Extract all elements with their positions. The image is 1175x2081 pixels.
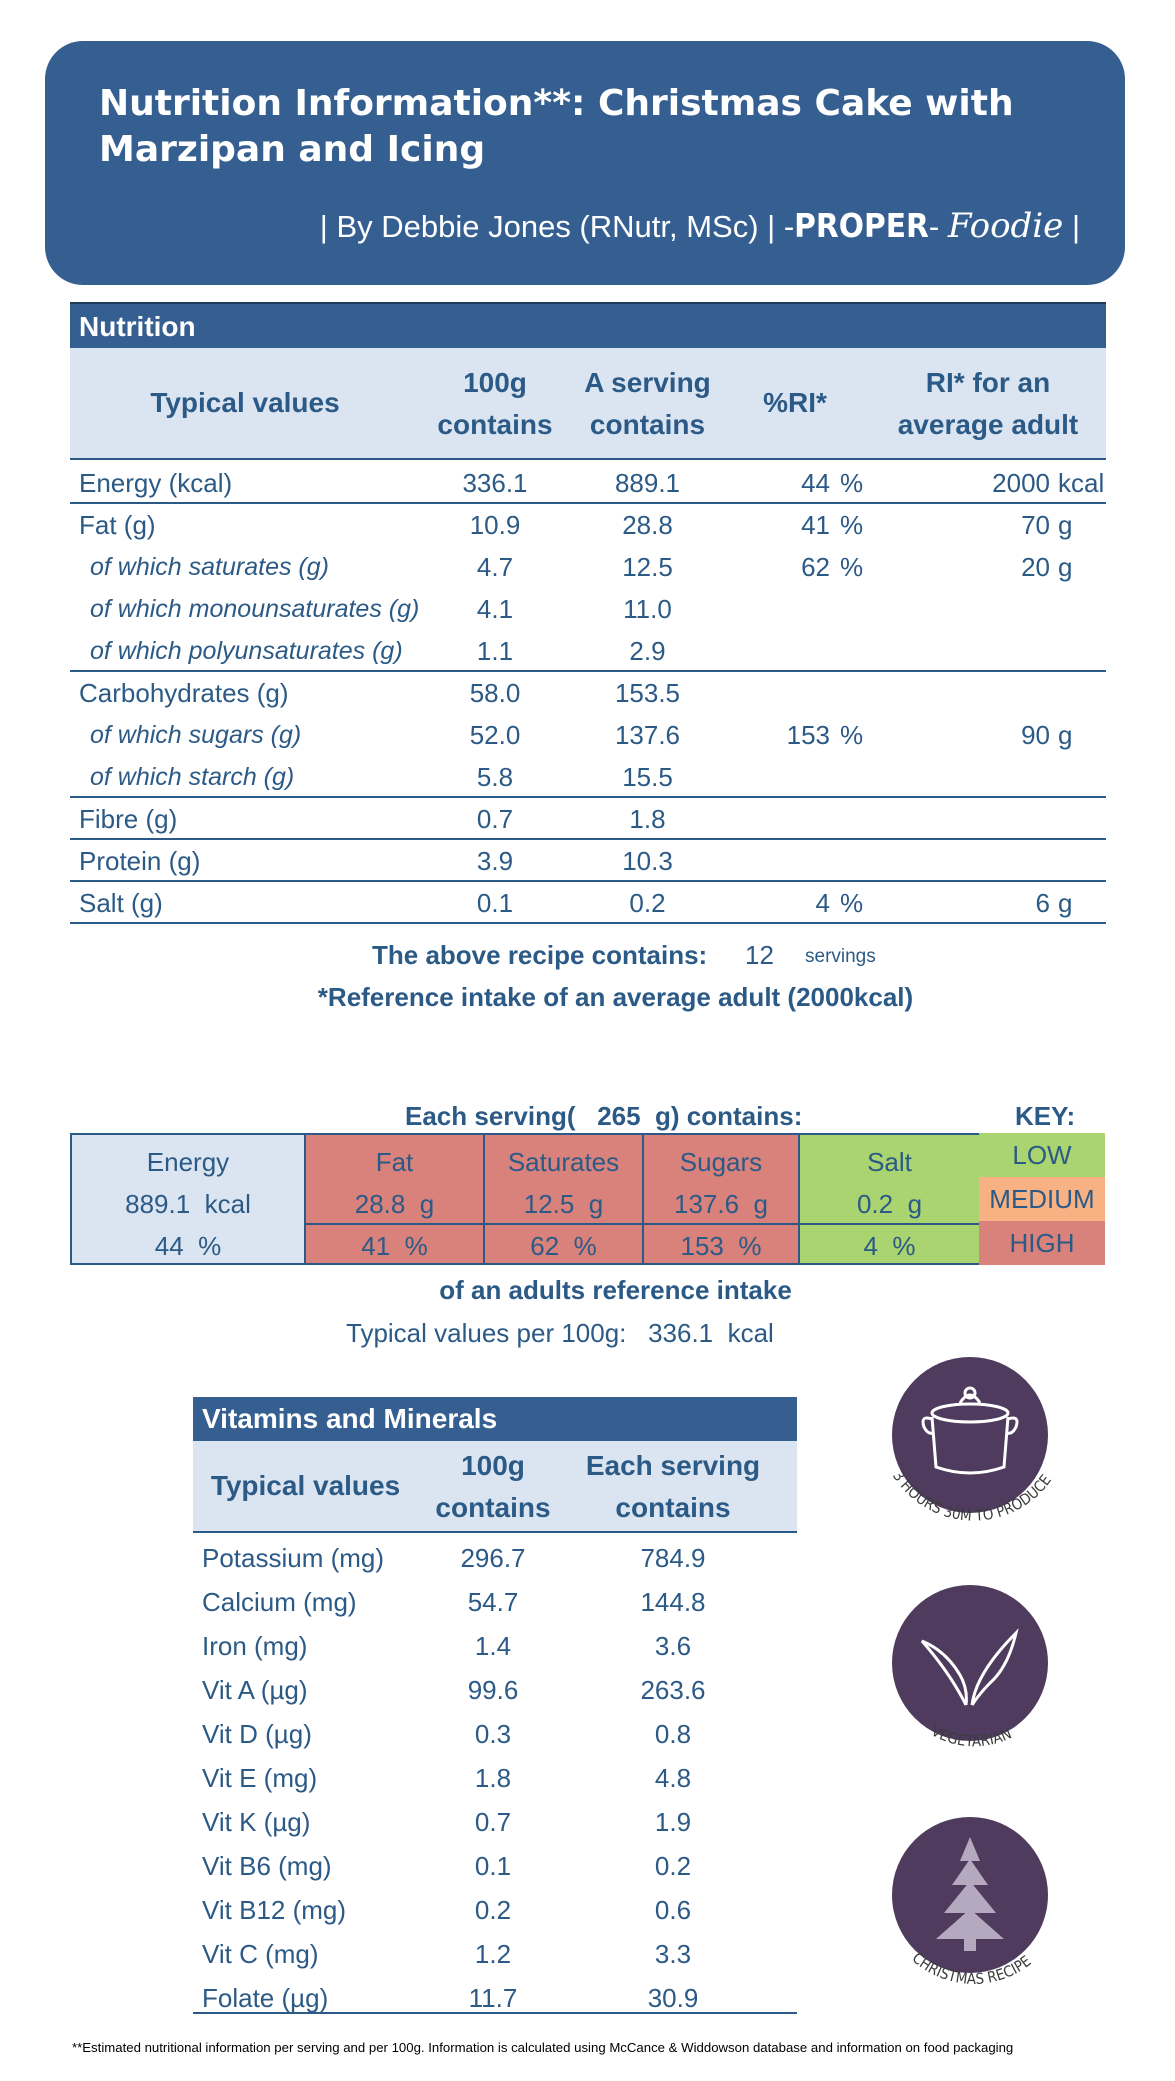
author-byline (320, 206, 1080, 246)
nutrient-name: of which polyunsaturates (g) (90, 637, 403, 665)
traffic-amount (485, 1183, 642, 1225)
header-per-serving (570, 362, 725, 446)
nutrition-row (70, 756, 1106, 798)
ri-percent: 4 (815, 888, 830, 918)
badge-vegetarian-caption: VEGETARIAN (928, 1721, 1015, 1751)
traffic-cell-divider (644, 1223, 798, 1225)
ri-percent: 153 (786, 720, 830, 750)
value-per-100g: 0.7 (476, 804, 514, 834)
ri-percent-unit: % (840, 552, 864, 582)
traffic-percent (800, 1225, 979, 1267)
vitamin-per-100g: 54.7 (467, 1587, 519, 1617)
byline-end: | (1071, 209, 1080, 244)
nutrition-row (70, 546, 1106, 588)
traffic-label: Fat (375, 1147, 414, 1177)
vitamin-per-serving: 263.6 (640, 1675, 706, 1705)
traffic-pct-value: 153 (680, 1231, 724, 1261)
value-per-100g: 3.9 (476, 846, 514, 876)
vitamin-per-serving: 1.9 (654, 1807, 692, 1837)
key-medium: MEDIUM (979, 1177, 1105, 1221)
nutrient-name: Energy (kcal) (79, 468, 233, 498)
traffic-value: 137.6 (674, 1189, 740, 1219)
vitamin-name: Potassium (mg) (202, 1543, 385, 1573)
brand-foodie: Foodie (947, 206, 1064, 246)
traffic-value: 0.2 (856, 1189, 894, 1219)
header-per-serving-line1: A serving (584, 367, 711, 398)
vit-header-per-serving-line1: Each serving (585, 1450, 761, 1481)
servings-unit: servings (805, 946, 876, 967)
value-per-serving: 2.9 (629, 636, 666, 666)
key-label: KEY: (1015, 1101, 1076, 1131)
traffic-label: Sugars (679, 1147, 763, 1177)
vitamin-per-serving: 0.6 (654, 1895, 692, 1925)
nutrition-row (70, 630, 1106, 672)
vitamin-name: Folate (µg) (202, 1983, 329, 2013)
ri-adult-unit: g (1058, 552, 1073, 582)
vitamin-row (193, 1712, 797, 1756)
badge-christmas-caption: CHRISTMAS RECIPE (908, 1948, 1035, 1988)
nutrient-name: Protein (g) (79, 846, 201, 876)
traffic-pct-unit: % (738, 1231, 762, 1261)
vitamins-table-header (193, 1441, 797, 1533)
nutrition-row (70, 462, 1106, 504)
vitamin-per-serving: 144.8 (640, 1587, 706, 1617)
serving-title-prefix: Each serving( (405, 1101, 576, 1131)
ri-adult-unit: kcal (1058, 468, 1105, 498)
value-per-100g: 4.1 (476, 594, 514, 624)
traffic-percent (72, 1225, 304, 1267)
value-per-serving: 28.8 (622, 510, 673, 540)
value-per-serving: 137.6 (614, 720, 681, 750)
header-typical-values: Typical values (150, 387, 340, 418)
nutrient-name: Carbohydrates (g) (79, 678, 289, 708)
ri-adult-value: 2000 (992, 468, 1050, 498)
traffic-pct-unit: % (404, 1231, 428, 1261)
traffic-pct-unit: % (573, 1231, 597, 1261)
vitamin-row (193, 1888, 797, 1932)
nutrient-name: Fibre (g) (79, 804, 178, 834)
nutrient-name: of which sugars (g) (90, 721, 302, 749)
reference-intake-note: *Reference intake of an average adult (2000kcal) (317, 982, 914, 1012)
nutrition-row (70, 672, 1106, 714)
value-per-100g: 5.8 (476, 762, 514, 792)
nutrition-row (70, 714, 1106, 756)
vitamin-name: Vit C (mg) (202, 1939, 319, 1969)
traffic-unit: g (419, 1189, 435, 1219)
traffic-cell-divider (800, 1223, 979, 1225)
key-high: HIGH (979, 1221, 1105, 1265)
vitamin-per-100g: 99.6 (467, 1675, 519, 1705)
vitamin-name: Iron (mg) (202, 1631, 308, 1661)
serving-grams: 265 (597, 1101, 641, 1131)
badge-cooking-time (880, 1355, 1080, 1565)
value-per-100g: 58.0 (469, 678, 521, 708)
vitamin-per-serving: 0.2 (654, 1851, 692, 1881)
badge-vegetarian (880, 1583, 1080, 1793)
ri-adult-value: 90 (1021, 720, 1050, 750)
ri-percent: 44 (801, 468, 830, 498)
traffic-pct-value: 4 (863, 1231, 878, 1261)
traffic-percent (485, 1225, 642, 1267)
header-per-100g (420, 362, 570, 446)
traffic-unit: g (753, 1189, 768, 1219)
value-per-serving: 12.5 (622, 552, 673, 582)
vitamin-row (193, 1624, 797, 1668)
traffic-value: 12.5 (523, 1189, 575, 1219)
vit-header-per-serving (568, 1445, 778, 1529)
badge-christmas (880, 1815, 1080, 2015)
traffic-pct-unit: % (892, 1231, 916, 1261)
ri-adult-unit: g (1058, 888, 1073, 918)
nutrition-section-title: Nutrition (70, 302, 1106, 348)
nutrient-name: Salt (g) (79, 888, 163, 918)
vitamin-per-100g: 1.4 (474, 1631, 512, 1661)
traffic-unit: g (588, 1189, 604, 1219)
traffic-amount (800, 1183, 979, 1225)
vitamin-name: Vit B12 (mg) (202, 1895, 347, 1925)
ri-adult-unit: g (1058, 510, 1073, 540)
traffic-amount (306, 1183, 483, 1225)
nutrient-name: of which monounsaturates (g) (90, 595, 420, 623)
recipe-contains-label: The above recipe contains: (372, 940, 708, 970)
vitamin-per-serving: 30.9 (647, 1983, 699, 2013)
value-per-serving: 1.8 (629, 804, 666, 834)
vitamin-per-serving: 0.8 (654, 1719, 692, 1749)
value-per-serving: 10.3 (622, 846, 673, 876)
vitamin-per-100g: 0.3 (474, 1719, 512, 1749)
vit-header-typical: Typical values (210, 1470, 401, 1501)
vitamin-per-100g: 1.2 (474, 1939, 512, 1969)
nutrition-row (70, 504, 1106, 546)
value-per-serving: 15.5 (622, 762, 673, 792)
vitamin-row (193, 1668, 797, 1712)
nutrient-name: of which starch (g) (90, 763, 295, 791)
vitamin-row (193, 1580, 797, 1624)
value-per-serving: 153.5 (614, 678, 681, 708)
nutrient-name: of which saturates (g) (90, 553, 329, 581)
page-title: Nutrition Information**: Christmas Cake with Marzipan and Icing (99, 83, 1014, 170)
per100-unit: kcal (727, 1318, 774, 1348)
nutrition-row (70, 882, 1106, 924)
vitamin-per-serving: 3.6 (654, 1631, 692, 1661)
vitamin-per-serving: 4.8 (654, 1763, 692, 1793)
value-per-100g: 0.1 (476, 888, 514, 918)
value-per-100g: 52.0 (469, 720, 521, 750)
ri-percent: 62 (801, 552, 830, 582)
ri-adult-value: 70 (1021, 510, 1050, 540)
vitamin-name: Vit A (µg) (202, 1675, 308, 1705)
header-ri-percent: %RI* (763, 387, 827, 418)
vitamins-table-bottom-rule (193, 2012, 797, 2014)
vit-header-per-100g-line1: 100g (461, 1450, 525, 1481)
vitamin-per-100g: 1.8 (474, 1763, 512, 1793)
nutrient-name: Fat (g) (79, 510, 156, 540)
header-ri-adult-line1: RI* for an (925, 367, 1051, 398)
vitamin-row (193, 1932, 797, 1976)
header-ri-adult (870, 362, 1106, 446)
traffic-cell-fat (304, 1133, 485, 1265)
ri-adult-value: 20 (1021, 552, 1050, 582)
traffic-cell-saturates (483, 1133, 644, 1265)
vitamin-row (193, 1536, 797, 1580)
vitamin-row (193, 1756, 797, 1800)
value-per-100g: 4.7 (476, 552, 514, 582)
ri-percent-unit: % (840, 720, 864, 750)
vitamin-row (193, 1800, 797, 1844)
value-per-serving: 11.0 (623, 594, 672, 624)
per100-value: 336.1 (648, 1318, 714, 1348)
traffic-cell-divider (485, 1223, 642, 1225)
value-per-100g: 336.1 (462, 468, 528, 498)
value-per-serving: 889.1 (614, 468, 681, 498)
vit-header-per-100g-line2: contains (435, 1492, 551, 1523)
byline-author: | By Debbie Jones (RNutr, MSc) | - (319, 209, 795, 244)
ri-percent-unit: % (840, 468, 864, 498)
ri-adult-value: 6 (1035, 888, 1050, 918)
header-per-100g-line2: contains (437, 409, 553, 440)
badge-cooking-time-caption: 3 HOURS 30M TO PRODUCE (889, 1467, 1055, 1525)
vitamin-per-100g: 11.7 (468, 1983, 518, 2013)
traffic-cell-energy (70, 1133, 306, 1265)
vitamin-per-100g: 296.7 (460, 1543, 526, 1573)
vitamin-row (193, 1844, 797, 1888)
serving-summary-title (405, 1101, 802, 1132)
ri-adult-unit: g (1058, 720, 1073, 750)
header-banner (45, 41, 1125, 285)
vitamin-per-serving: 784.9 (640, 1543, 706, 1573)
header-per-100g-line1: 100g (463, 367, 527, 398)
traffic-label: Saturates (507, 1147, 620, 1177)
ri-percent-unit: % (840, 510, 864, 540)
per100-label: Typical values per 100g: (346, 1318, 627, 1348)
serving-title-suffix: g) contains: (655, 1101, 803, 1131)
traffic-label: Energy (146, 1147, 230, 1177)
servings-count: 12 (745, 940, 774, 970)
ri-percent-unit: % (840, 888, 864, 918)
nutrition-table-header (70, 348, 1106, 460)
vitamin-per-serving: 3.3 (654, 1939, 692, 1969)
traffic-pct-value: 62 (530, 1231, 560, 1261)
traffic-cell-sugars (642, 1133, 800, 1265)
key-low: LOW (979, 1133, 1105, 1177)
traffic-value: 889.1 (125, 1189, 191, 1219)
ri-percent: 41 (801, 510, 830, 540)
value-per-100g: 1.1 (476, 636, 514, 666)
vitamin-per-100g: 0.2 (474, 1895, 512, 1925)
traffic-cell-salt (798, 1133, 981, 1265)
traffic-pct-unit: % (198, 1231, 222, 1261)
traffic-pct-value: 41 (361, 1231, 391, 1261)
nutrition-row (70, 798, 1106, 840)
vitamin-name: Vit K (µg) (202, 1807, 311, 1837)
vitamins-section-title: Vitamins and Minerals (193, 1397, 797, 1441)
value-per-100g: 10.9 (469, 510, 521, 540)
vitamin-name: Calcium (mg) (202, 1587, 357, 1617)
traffic-unit: kcal (204, 1189, 251, 1219)
traffic-pct-value: 44 (154, 1231, 184, 1261)
value-per-serving: 0.2 (629, 888, 666, 918)
traffic-value: 28.8 (354, 1189, 406, 1219)
nutrition-row (70, 840, 1106, 882)
adults-reference-note: of an adults reference intake (439, 1275, 792, 1305)
footnote: **Estimated nutritional information per serving and per 100g. Information is calculated using McCance & Widdowson database and information on food packaging (72, 2040, 1014, 2055)
traffic-percent (306, 1225, 483, 1267)
vitamin-per-100g: 0.7 (474, 1807, 512, 1837)
vitamin-per-100g: 0.1 (474, 1851, 512, 1881)
traffic-cell-divider (306, 1223, 483, 1225)
vitamin-name: Vit D (µg) (202, 1719, 312, 1749)
typical-per-100g (346, 1318, 774, 1349)
brand-proper: PROPER (794, 206, 929, 245)
traffic-amount (72, 1183, 304, 1225)
traffic-unit: g (907, 1189, 923, 1219)
nutrition-row (70, 588, 1106, 630)
brand-separator: - (928, 209, 940, 244)
header-per-serving-line2: contains (589, 409, 706, 440)
header-ri-adult-line2: average adult (897, 409, 1079, 440)
traffic-label: Salt (867, 1147, 912, 1177)
vitamin-name: Vit E (mg) (202, 1763, 318, 1793)
vit-header-per-serving-line2: contains (615, 1492, 731, 1523)
traffic-amount (644, 1183, 798, 1225)
vit-header-per-100g (418, 1445, 568, 1529)
traffic-percent (644, 1225, 798, 1267)
vitamin-name: Vit B6 (mg) (202, 1851, 332, 1881)
